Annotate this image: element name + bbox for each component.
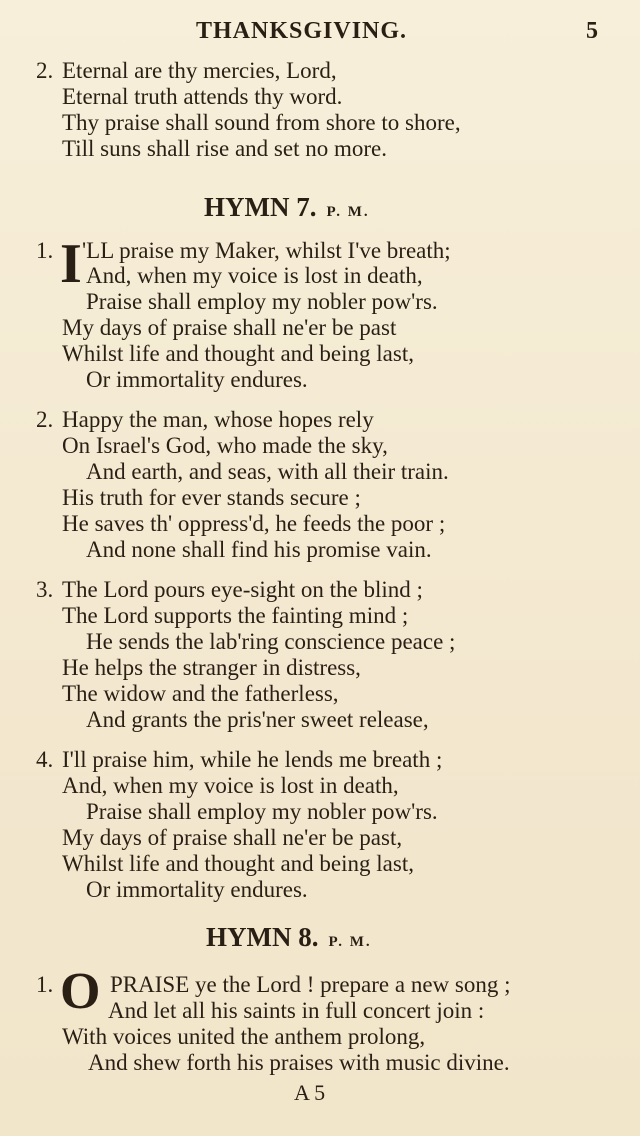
verse-line: He helps the stranger in distress, xyxy=(62,655,361,680)
verse-line: His truth for ever stands secure ; xyxy=(62,485,361,510)
verse-line: And grants the pris'ner sweet release, xyxy=(86,707,429,732)
hymn-meter: P. M. xyxy=(326,204,370,220)
verse-line: And shew forth his praises with music divine. xyxy=(88,1050,510,1075)
verse-line: And none shall find his promise vain. xyxy=(86,537,432,562)
verse-line: The Lord pours eye-sight on the blind ; xyxy=(62,577,423,602)
verse-line: Happy the man, whose hopes rely xyxy=(62,407,374,432)
verse-line: Eternal are thy mercies, Lord, xyxy=(62,58,337,83)
verse-line: 'LL praise my Maker, whilst I've breath; xyxy=(82,238,451,263)
verse-line: My days of praise shall ne'er be past, xyxy=(62,825,403,850)
stanza-number: 3. xyxy=(36,577,54,602)
hymn-title-text: HYMN 8. xyxy=(206,922,319,952)
verse-line: Or immortality endures. xyxy=(86,877,308,902)
hymn-8-title xyxy=(206,922,372,953)
verse-line: And, when my voice is lost in death, xyxy=(86,263,423,288)
running-header xyxy=(0,18,640,48)
verse-line: The Lord supports the fainting mind ; xyxy=(62,603,409,628)
signature-mark: A 5 xyxy=(294,1080,326,1105)
hymn-meter: P. M. xyxy=(328,934,372,950)
stanza-number: 4. xyxy=(36,747,54,772)
stanza-number: 2. xyxy=(36,58,54,83)
verse-line: Thy praise shall sound from shore to shore, xyxy=(62,110,461,135)
page-number: 5 xyxy=(586,18,598,44)
stanza-number: 2. xyxy=(36,407,54,432)
verse-line: Or immortality endures. xyxy=(86,367,308,392)
verse-line: Praise shall employ my nobler pow'rs. xyxy=(86,289,438,314)
verse-line: He sends the lab'ring conscience peace ; xyxy=(86,629,456,654)
verse-line: He saves th' oppress'd, he feeds the poor ; xyxy=(62,511,446,536)
verse-line: Eternal truth attends thy word. xyxy=(62,84,343,109)
verse-line: Whilst life and thought and being last, xyxy=(62,851,414,876)
hymn-7-title xyxy=(204,192,370,223)
verse-line: My days of praise shall ne'er be past xyxy=(62,315,397,340)
verse-line: The widow and the fatherless, xyxy=(62,681,339,706)
verse-line: Till suns shall rise and set no more. xyxy=(62,136,387,161)
verse-line: Whilst life and thought and being last, xyxy=(62,341,414,366)
drop-cap: I xyxy=(60,233,82,295)
stanza-number: 1. xyxy=(36,972,54,997)
hymn-title-text: HYMN 7. xyxy=(204,192,317,222)
verse-line: On Israel's God, who made the sky, xyxy=(62,433,388,458)
verse-line: PRAISE ye the Lord ! prepare a new song ; xyxy=(110,972,511,997)
verse-line: And earth, and seas, with all their train. xyxy=(86,459,449,484)
stanza-number: 1. xyxy=(36,238,54,263)
running-title: THANKSGIVING. xyxy=(196,18,408,44)
verse-line: And let all his saints in full concert join : xyxy=(108,998,485,1023)
verse-line: And, when my voice is lost in death, xyxy=(62,773,399,798)
verse-line: Praise shall employ my nobler pow'rs. xyxy=(86,799,438,824)
verse-line: With voices united the anthem prolong, xyxy=(62,1024,426,1049)
drop-cap: O xyxy=(60,963,101,1020)
verse-line: I'll praise him, while he lends me breath ; xyxy=(62,747,443,772)
